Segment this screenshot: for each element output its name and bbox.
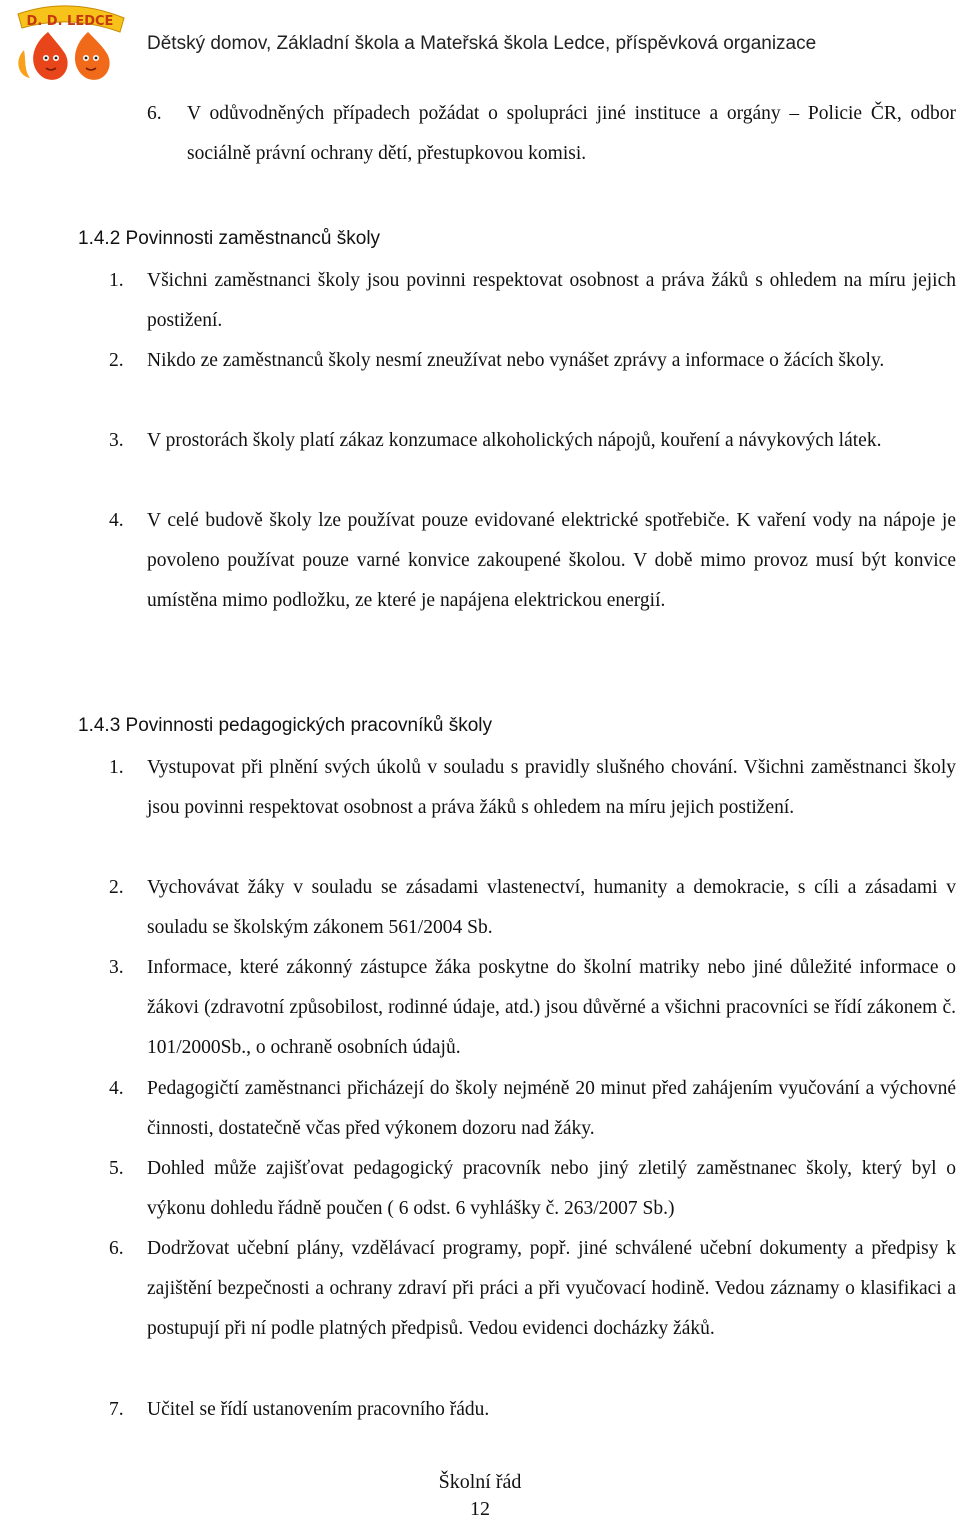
list-item — [109, 1390, 956, 1430]
list-number: 4. — [109, 510, 124, 531]
list-item-text: Vychovávat žáky v souladu se zásadami vlastenectví, humanity a demokracie, s cíli a zásadami v souladu se školským zákonem 561/2004 Sb. — [147, 877, 956, 938]
list-item-text: Vystupovat při plnění svých úkolů v souladu s pravidly slušného chování. Všichni zaměstnanci školy jsou povinni respektovat osobnost a práva žáků s ohledem na míru jejich postižení. — [147, 757, 956, 818]
list-item — [109, 748, 956, 828]
list-item — [109, 341, 956, 381]
list-number: 6. — [147, 103, 162, 124]
list-number: 1. — [109, 757, 124, 778]
svg-text:D. D. LEDCE: D. D. LEDCE — [26, 14, 114, 29]
section-heading-1-4-2: 1.4.2 Povinnosti zaměstnanců školy — [78, 228, 381, 249]
list-item-text: Informace, které zákonný zástupce žáka poskytne do školní matriky nebo jiné důležité informace o žákovi (zdravotní způsobilost, rodinné údaje, atd.) jsou důvěrné a všichni pracovníci se řídí zákonem č. 101/2000Sb., o ochraně osobních údajů. — [147, 957, 956, 1058]
list-item-text: V odůvodněných případech požádat o spolupráci jiné instituce a orgány – Policie ČR, odbor sociálně právní ochrany dětí, přestupkovou komisi. — [187, 103, 956, 164]
list-item-text: Dodržovat učební plány, vzdělávací programy, popř. jiné schválené učební dokumenty a předpisy k zajištění bezpečnosti a ochrany zdraví při práci a při vyučovací hodině. Vedou záznamy o klasifikaci a postupují při ní podle platných předpisů. Vedou evidenci docházky žáků. — [147, 1238, 956, 1339]
list-item — [109, 261, 956, 341]
list-item-text: V celé budově školy lze používat pouze evidované elektrické spotřebiče. K vaření vody na nápoje je povoleno používat pouze varné konvice zakoupené školou. V době mimo provoz musí být konvice umístěna mimo podložku, ze které je napájena elektrickou energií. — [147, 510, 956, 611]
list-item — [109, 1229, 956, 1349]
list-number: 5. — [109, 1158, 124, 1179]
page-header — [0, 0, 960, 84]
list-item-text: Všichni zaměstnanci školy jsou povinni respektovat osobnost a práva žáků s ohledem na míru jejich postižení. — [147, 270, 956, 331]
list-item — [109, 1069, 956, 1149]
school-logo — [10, 2, 130, 82]
list-number: 7. — [109, 1399, 124, 1420]
list-item — [109, 421, 956, 461]
list-number: 2. — [109, 350, 124, 371]
page-number: 12 — [470, 1498, 490, 1520]
list-number: 3. — [109, 957, 124, 978]
list-item-text: V prostorách školy platí zákaz konzumace alkoholických nápojů, kouření a návykových látek. — [147, 430, 882, 451]
list-number: 6. — [109, 1238, 124, 1259]
footer-title: Školní řád — [438, 1471, 522, 1493]
section-heading-1-4-3: 1.4.3 Povinnosti pedagogických pracovníků školy — [78, 715, 493, 736]
list-number: 3. — [109, 430, 124, 451]
list-number: 4. — [109, 1078, 124, 1099]
list-item-text: Učitel se řídí ustanovením pracovního řádu. — [147, 1399, 490, 1420]
list-item-text: Pedagogičtí zaměstnanci přicházejí do školy nejméně 20 minut před zahájením vyučování a výchovné činnosti, dostatečně včas před výkonem dozoru nad žáky. — [147, 1078, 956, 1139]
list-number: 1. — [109, 270, 124, 291]
list-item — [109, 948, 956, 1068]
list-item — [109, 1149, 956, 1229]
list-item — [109, 868, 956, 948]
list-item-text: Nikdo ze zaměstnanců školy nesmí zneužívat nebo vynášet zprávy a informace o žácích školy. — [147, 350, 885, 371]
list-item — [109, 501, 956, 621]
header-title: Dětský domov, Základní škola a Mateřská škola Ledce, příspěvková organizace — [147, 33, 817, 54]
list-number: 2. — [109, 877, 124, 898]
intro-list-item — [147, 94, 956, 174]
list-item-text: Dohled může zajišťovat pedagogický pracovník nebo jiný zletilý zaměstnanec školy, který byl o výkonu dohledu řádně poučen ( 6 odst. 6 vyhlášky č. 263/2007 Sb.) — [147, 1158, 956, 1219]
